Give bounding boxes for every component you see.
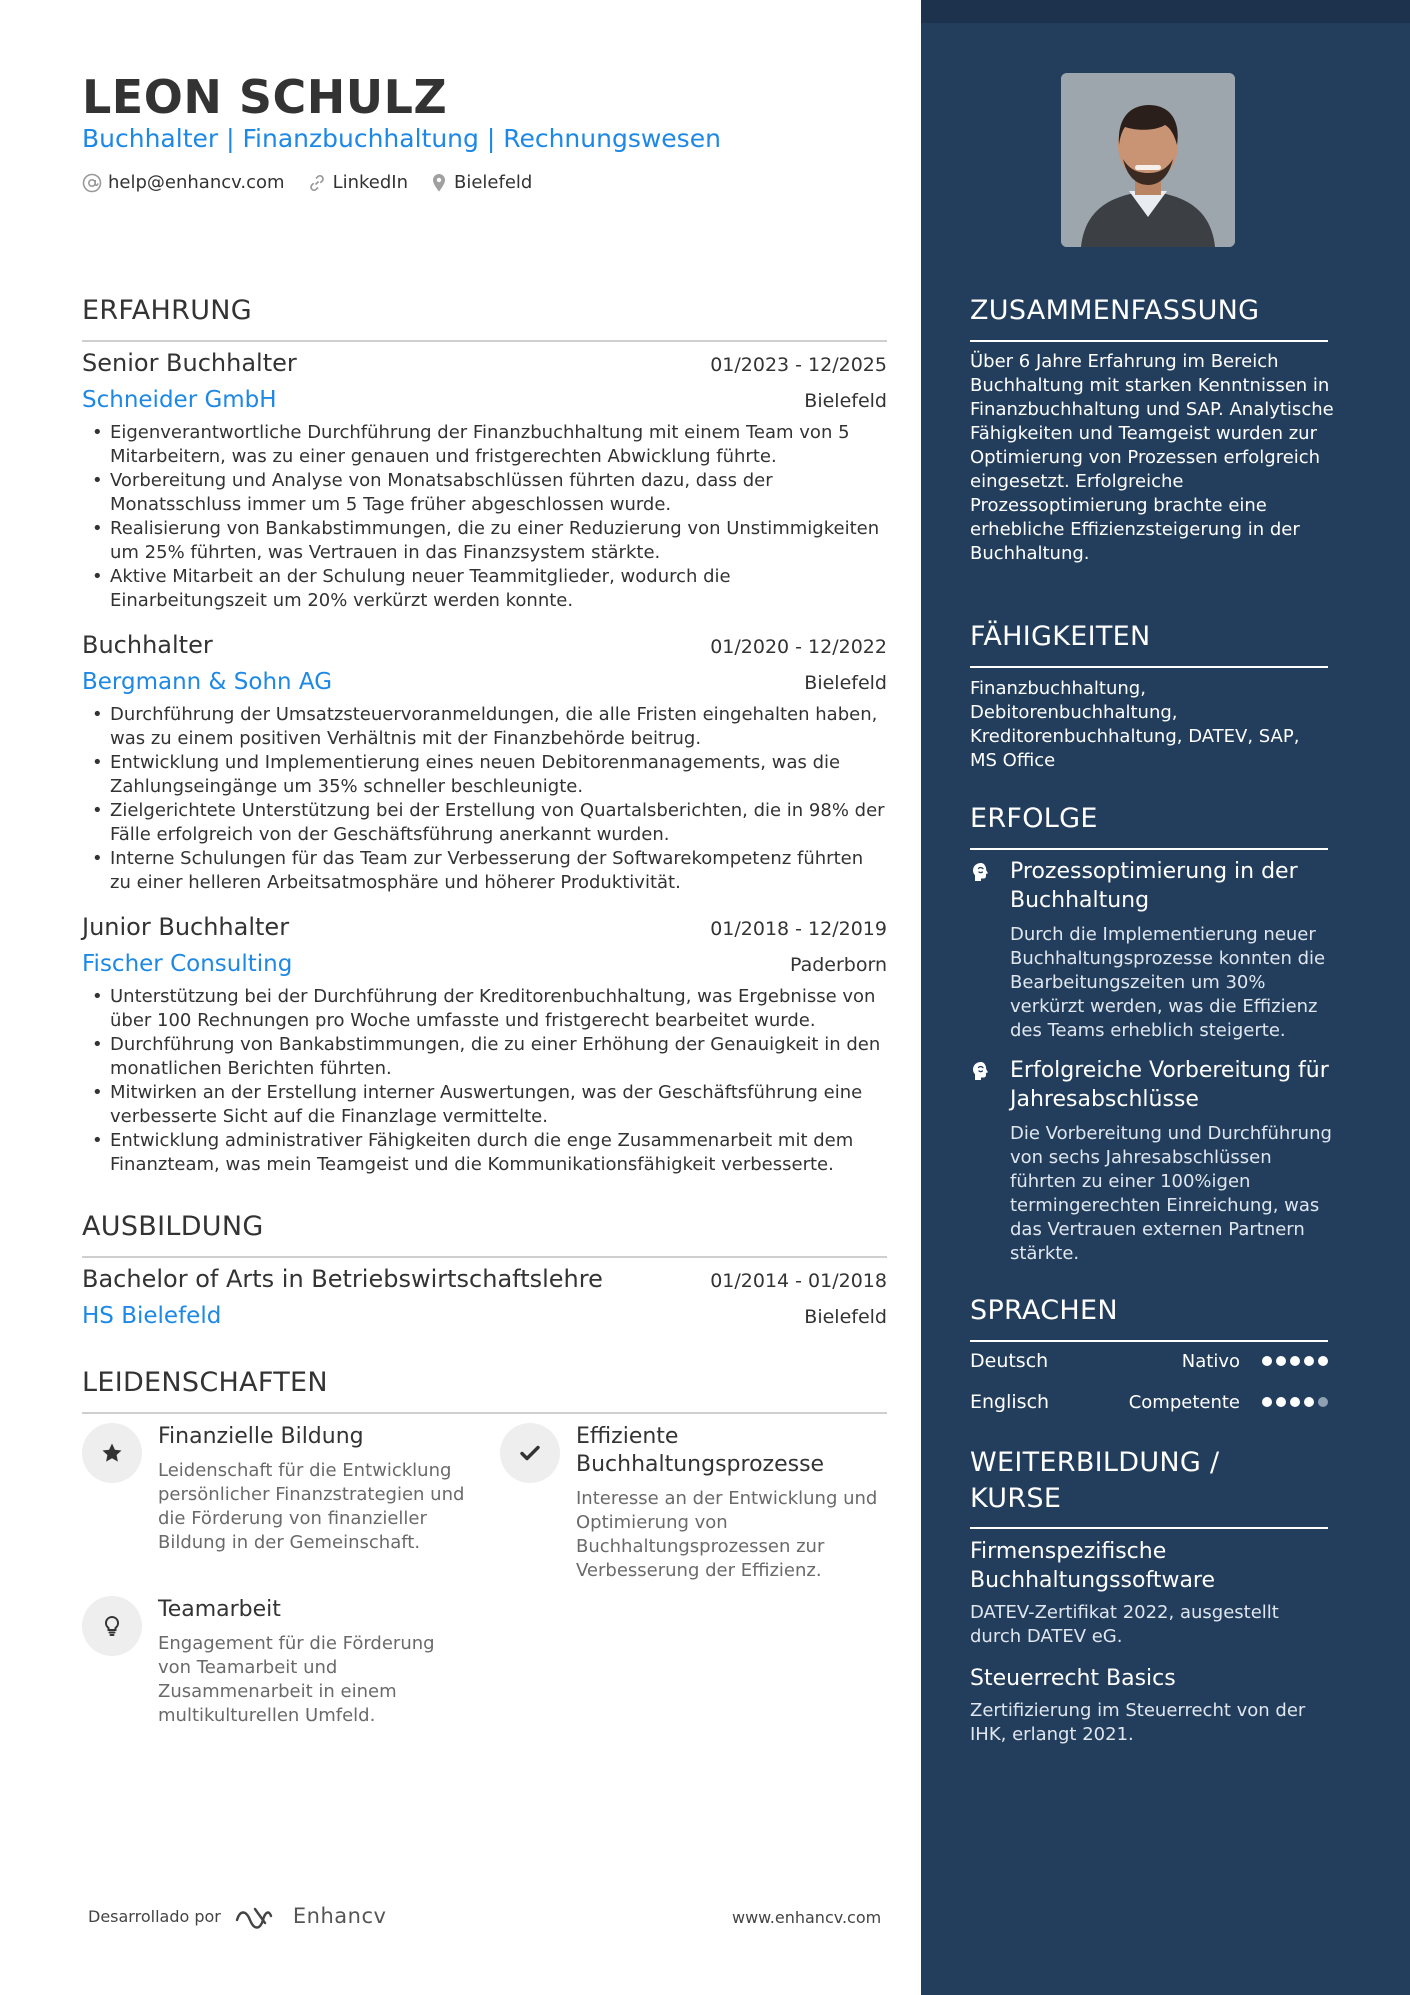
passion-title: Effiziente Buchhaltungsprozesse xyxy=(576,1424,825,1477)
enhancv-logo-icon xyxy=(233,1903,285,1929)
passions-divider xyxy=(82,1412,887,1414)
bullet-item: • Zielgerichtete Unterstützung bei der Erstellung von Quartalsberichten, die in 98% der Fälle erfolgreich von der Geschäftsführung anerkannt wurden. xyxy=(82,799,887,847)
job-company[interactable]: Fischer Consulting xyxy=(82,951,293,977)
rating-dot-filled xyxy=(1290,1397,1300,1407)
location-text: Bielefeld xyxy=(454,172,533,193)
sidebar xyxy=(921,0,1410,1995)
summary-divider xyxy=(970,340,1328,342)
course-description: Zertifizierung im Steuerrecht von der IHK, erlangt 2021. xyxy=(970,1700,1306,1745)
achievement-item xyxy=(970,857,1335,1043)
bullet-item: • Aktive Mitarbeit an der Schulung neuer Teammitglieder, wodurch die Einarbeitungszeit um 20% verkürzt werden konnte. xyxy=(82,565,887,613)
sidebar-top-strip xyxy=(921,0,1410,23)
bullet-item: • Mitwirken an der Erstellung interner Auswertungen, was der Geschäftsführung eine verbesserte Sicht auf die Finanzlage vermittelte. xyxy=(82,1081,887,1129)
rating-dot-filled xyxy=(1262,1397,1272,1407)
check-icon xyxy=(500,1423,560,1483)
contact-location xyxy=(430,172,532,193)
courses-section-title: WEITERBILDUNG / KURSE xyxy=(970,1447,1220,1514)
headline: Buchhalter | Finanzbuchhaltung | Rechnungswesen xyxy=(82,124,721,153)
course-item xyxy=(970,1537,1335,1649)
school-location: Bielefeld xyxy=(804,1306,887,1328)
school-name[interactable]: HS Bielefeld xyxy=(82,1303,222,1329)
rating-dot-filled xyxy=(1262,1356,1272,1366)
lightbulb-icon xyxy=(82,1596,142,1656)
passion-title: Teamarbeit xyxy=(158,1597,281,1622)
language-level: Nativo xyxy=(1181,1350,1240,1372)
bullet-item: • Interne Schulungen für das Team zur Verbesserung der Softwarekompetenz führten zu einer helleren Arbeitsatmosphäre und höherer Produktivität. xyxy=(82,847,887,895)
achievement-title: Prozessoptimierung in der Buchhaltung xyxy=(1010,859,1298,913)
course-title: Firmenspezifische Buchhaltungssoftware xyxy=(970,1539,1216,1593)
passion-item xyxy=(500,1423,890,1583)
brand-name: Enhancv xyxy=(292,1904,387,1928)
bullet-item: • Durchführung von Bankabstimmungen, die zu einer Erhöhung der Genauigkeit in den monatlichen Berichten führten. xyxy=(82,1033,887,1081)
experience-section-title: ERFAHRUNG xyxy=(82,295,252,326)
skills-section-title: FÄHIGKEITEN xyxy=(970,621,1151,652)
job-dates: 01/2020 - 12/2022 xyxy=(710,636,887,658)
job-dates: 01/2023 - 12/2025 xyxy=(710,354,887,376)
contact-linkedin[interactable] xyxy=(307,172,408,193)
email-text: help@enhancv.com xyxy=(108,172,285,193)
passion-description: Leidenschaft für die Entwicklung persönlicher Finanzstrategien und die Förderung von finanzieller Bildung in der Gemeinschaft. xyxy=(158,1460,465,1553)
bullet-item: • Entwicklung administrativer Fähigkeiten durch die enge Zusammenarbeit mit dem Finanzteam, was mein Teamgeist und die Kommunikationsfähigkeit verbesserte. xyxy=(82,1129,887,1177)
language-item xyxy=(970,1350,1328,1372)
rating-dot-empty xyxy=(1318,1397,1328,1407)
education-dates: 01/2014 - 01/2018 xyxy=(710,1270,887,1292)
course-item xyxy=(970,1664,1335,1747)
achievement-description: Durch die Implementierung neuer Buchhaltungsprozesse konnten die Bearbeitungszeiten um 30% verkürzt werden, was die Effizienz des Teams erheblich steigerte. xyxy=(1010,924,1326,1041)
job-dates: 01/2018 - 12/2019 xyxy=(710,918,887,940)
job-entry xyxy=(82,631,887,895)
job-entry xyxy=(82,913,887,1177)
footer-branding[interactable] xyxy=(88,1903,386,1929)
rating-dot-filled xyxy=(1276,1397,1286,1407)
location-pin-icon xyxy=(430,173,448,193)
rating-dot-filled xyxy=(1318,1356,1328,1366)
brain-icon xyxy=(970,1056,996,1266)
language-name: Englisch xyxy=(970,1391,1050,1413)
education-divider xyxy=(82,1256,887,1258)
language-rating xyxy=(1258,1356,1328,1366)
education-section-title: AUSBILDUNG xyxy=(82,1211,264,1242)
job-location: Bielefeld xyxy=(804,672,887,694)
achievements-divider xyxy=(970,848,1328,850)
bullet-item: • Unterstützung bei der Durchführung der Kreditorenbuchhaltung, was Ergebnisse von über 100 Rechnungen pro Woche umfasste und fristgerecht bearbeitet wurde. xyxy=(82,985,887,1033)
skills-divider xyxy=(970,666,1328,668)
bullet-item: • Durchführung der Umsatzsteuervoranmeldungen, die alle Fristen eingehalten haben, was zu einem positiven Verhältnis mit der Finanzbehörde beitrug. xyxy=(82,703,887,751)
summary-section-title: ZUSAMMENFASSUNG xyxy=(970,295,1260,326)
languages-section-title: SPRACHEN xyxy=(970,1295,1118,1326)
footer-url[interactable]: www.enhancv.com xyxy=(732,1908,882,1927)
bullet-item: • Vorbereitung und Analyse von Monatsabschlüssen führten dazu, dass der Monatsschluss immer um 5 Tage früher abgeschlossen wurde. xyxy=(82,469,887,517)
achievement-item xyxy=(970,1056,1335,1266)
linkedin-text: LinkedIn xyxy=(332,172,408,193)
bullet-item: • Entwicklung und Implementierung eines neuen Debitorenmanagements, was die Zahlungseingänge um 35% schneller beschleunigte. xyxy=(82,751,887,799)
achievement-title: Erfolgreiche Vorbereitung für Jahresabschlüsse xyxy=(1010,1058,1329,1112)
passions-section-title: LEIDENSCHAFTEN xyxy=(82,1367,328,1398)
job-bullets xyxy=(82,421,887,613)
at-icon xyxy=(82,173,102,193)
job-title: Junior Buchhalter xyxy=(82,913,290,941)
bullet-item: • Eigenverantwortliche Durchführung der Finanzbuchhaltung mit einem Team von 5 Mitarbeitern, was zu einer genauen und fristgerechten Abwicklung führte. xyxy=(82,421,887,469)
rating-dot-filled xyxy=(1304,1356,1314,1366)
bullet-item: • Realisierung von Bankabstimmungen, die zu einer Reduzierung von Unstimmigkeiten um 25% führten, was Vertrauen in das Finanzsystem stärkte. xyxy=(82,517,887,565)
job-location: Paderborn xyxy=(789,954,887,976)
passion-item xyxy=(82,1423,472,1555)
skills-text: Finanzbuchhaltung, Debitorenbuchhaltung, Kreditorenbuchhaltung, DATEV, SAP, MS Office xyxy=(970,678,1300,771)
passion-title: Finanzielle Bildung xyxy=(158,1424,364,1449)
job-company[interactable]: Schneider GmbH xyxy=(82,387,277,413)
rating-dot-filled xyxy=(1276,1356,1286,1366)
job-bullets xyxy=(82,985,887,1177)
degree-title: Bachelor of Arts in Betriebswirtschaftslehre xyxy=(82,1265,603,1293)
experience-divider xyxy=(82,340,887,342)
link-icon xyxy=(307,173,327,193)
job-title: Buchhalter xyxy=(82,631,213,659)
star-icon xyxy=(82,1423,142,1483)
achievement-description: Die Vorbereitung und Durchführung von sechs Jahresabschlüssen führten zu einer 100%igen termingerechten Einreichung, was das Vertrauen externen Partnern stärkte. xyxy=(1010,1123,1332,1264)
languages-divider xyxy=(970,1340,1328,1342)
rating-dot-filled xyxy=(1290,1356,1300,1366)
contact-bar xyxy=(82,172,554,193)
candidate-name: LEON SCHULZ xyxy=(82,70,448,124)
summary-text: Über 6 Jahre Erfahrung im Bereich Buchhaltung mit starken Kenntnissen in Finanzbuchhaltung und SAP. Analytische Fähigkeiten und Teamgeist wurden zur Optimierung von Prozessen erfolgreich eingesetzt. Erfolgreiche Prozessoptimierung brachte eine erhebliche Effizienzsteigerung in der Buchhaltung. xyxy=(970,351,1334,564)
achievements-section-title: ERFOLGE xyxy=(970,803,1098,834)
job-entry xyxy=(82,349,887,613)
course-title: Steuerrecht Basics xyxy=(970,1666,1176,1691)
job-bullets xyxy=(82,703,887,895)
passion-description: Engagement für die Förderung von Teamarbeit und Zusammenarbeit in einem multikulturellen Umfeld. xyxy=(158,1633,435,1726)
powered-by-text: Desarrollado por xyxy=(88,1906,221,1926)
job-title: Senior Buchhalter xyxy=(82,349,297,377)
course-description: DATEV-Zertifikat 2022, ausgestellt durch DATEV eG. xyxy=(970,1602,1279,1647)
language-item xyxy=(970,1391,1328,1413)
language-rating xyxy=(1258,1397,1328,1407)
brain-icon xyxy=(970,857,996,1043)
education-entry xyxy=(82,1265,887,1329)
passion-description: Interesse an der Entwicklung und Optimierung von Buchhaltungsprozessen zur Verbesserung der Effizienz. xyxy=(576,1488,878,1581)
job-location: Bielefeld xyxy=(804,390,887,412)
language-name: Deutsch xyxy=(970,1350,1049,1372)
courses-divider xyxy=(970,1527,1328,1529)
job-company[interactable]: Bergmann & Sohn AG xyxy=(82,669,333,695)
passion-item xyxy=(82,1596,472,1728)
language-level: Competente xyxy=(1128,1391,1240,1413)
profile-photo xyxy=(1061,73,1235,247)
contact-email[interactable] xyxy=(82,172,285,193)
rating-dot-filled xyxy=(1304,1397,1314,1407)
